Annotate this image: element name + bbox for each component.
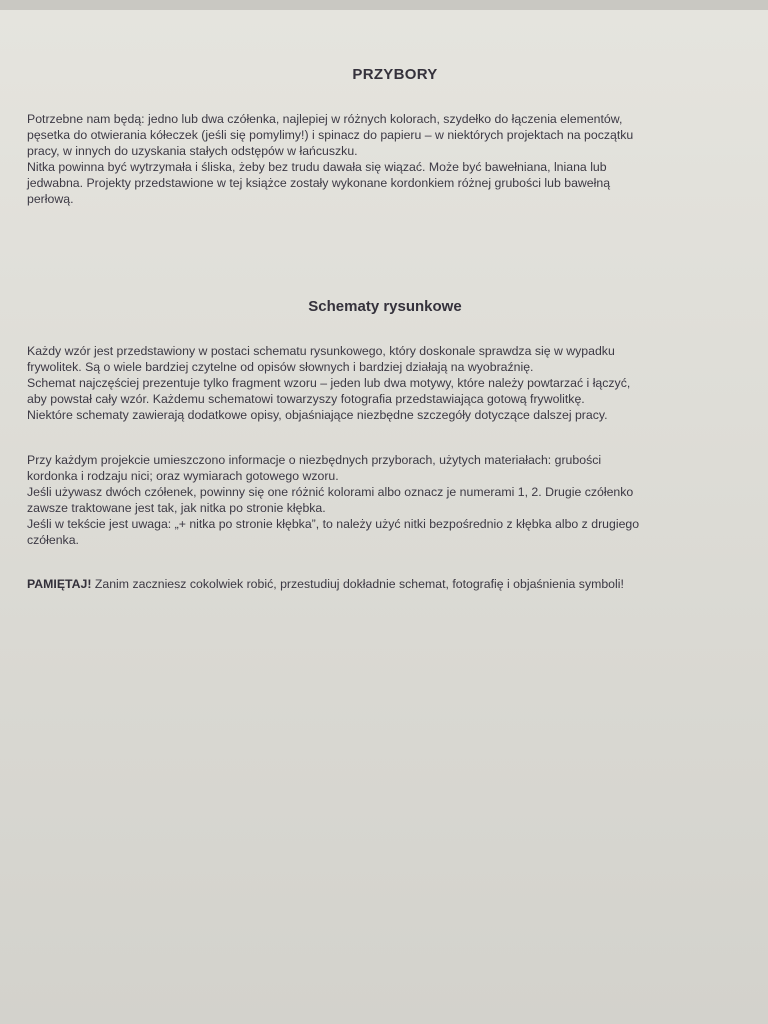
diagrams-paragraph-1 <box>27 343 767 423</box>
diagrams-paragraph-2 <box>27 452 767 548</box>
text-line: Potrzebne nam będą: jedno lub dwa czółenka, najlepiej w różnych kolorach, szydełko do łączenia elementów, <box>27 112 623 126</box>
text-line: jedwabna. Projekty przedstawione w tej książce zostały wykonane kordonkiem różnej grubości lub bawełną <box>27 176 611 190</box>
text-line: zawsze traktowane jest tak, jak nitka po stronie kłębka. <box>27 501 326 515</box>
text-line: Niektóre schematy zawierają dodatkowe opisy, objaśniające niezbędne szczegóły dotyczące dalszej pracy. <box>27 408 608 422</box>
text-line: czółenka. <box>27 533 79 547</box>
text-line: kordonka i rodzaju nici; oraz wymiarach gotowego wzoru. <box>27 469 339 483</box>
text-line: Schemat najczęściej prezentuje tylko fragment wzoru – jeden lub dwa motywy, które należy powtarzać i łączyć, <box>27 376 631 390</box>
text-line: perłową. <box>27 192 74 206</box>
document-page <box>0 10 768 1024</box>
text-line: Jeśli w tekście jest uwaga: „+ nitka po stronie kłębka”, to należy użyć nitki bezpośrednio z kłębka albo z drugiego <box>27 517 640 531</box>
reminder-text: Zanim zaczniesz cokolwiek robić, przestudiuj dokładnie schemat, fotografię i objaśnienia symboli! <box>91 577 624 591</box>
reminder-label: PAMIĘTAJ! <box>27 577 92 591</box>
page-top-edge <box>0 0 768 10</box>
text-line: Jeśli używasz dwóch czółenek, powinny się one różnić kolorami albo oznacz je numerami 1, 2. Drugie czółenko <box>27 485 634 499</box>
section-title-diagrams: Schematy rysunkowe <box>308 298 462 315</box>
text-line: frywolitek. Są o wiele bardziej czytelne od opisów słownych i bardziej działają na wyobraźnię. <box>27 360 534 374</box>
section-title-tools: PRZYBORY <box>352 66 438 83</box>
reminder-note <box>27 576 767 592</box>
text-line: Przy każdym projekcie umieszczono informacje o niezbędnych przyborach, użytych materiałach: grubości <box>27 453 602 467</box>
text-line: aby powstał cały wzór. Każdemu schematowi towarzyszy fotografia przedstawiająca gotową frywolitkę. <box>27 392 585 406</box>
text-line: Każdy wzór jest przedstawiony w postaci schematu rysunkowego, który doskonale sprawdza się w wypadku <box>27 344 615 358</box>
tools-paragraph <box>27 111 767 207</box>
text-line: pracy, w innych do uzyskania stałych odstępów w łańcuszku. <box>27 144 358 158</box>
text-line: Nitka powinna być wytrzymała i śliska, żeby bez trudu dawała się wiązać. Może być bawełniana, lniana lub <box>27 160 607 174</box>
text-line: pęsetka do otwierania kółeczek (jeśli się pomylimy!) i spinacz do papieru – w niektórych projektach na początku <box>27 128 634 142</box>
